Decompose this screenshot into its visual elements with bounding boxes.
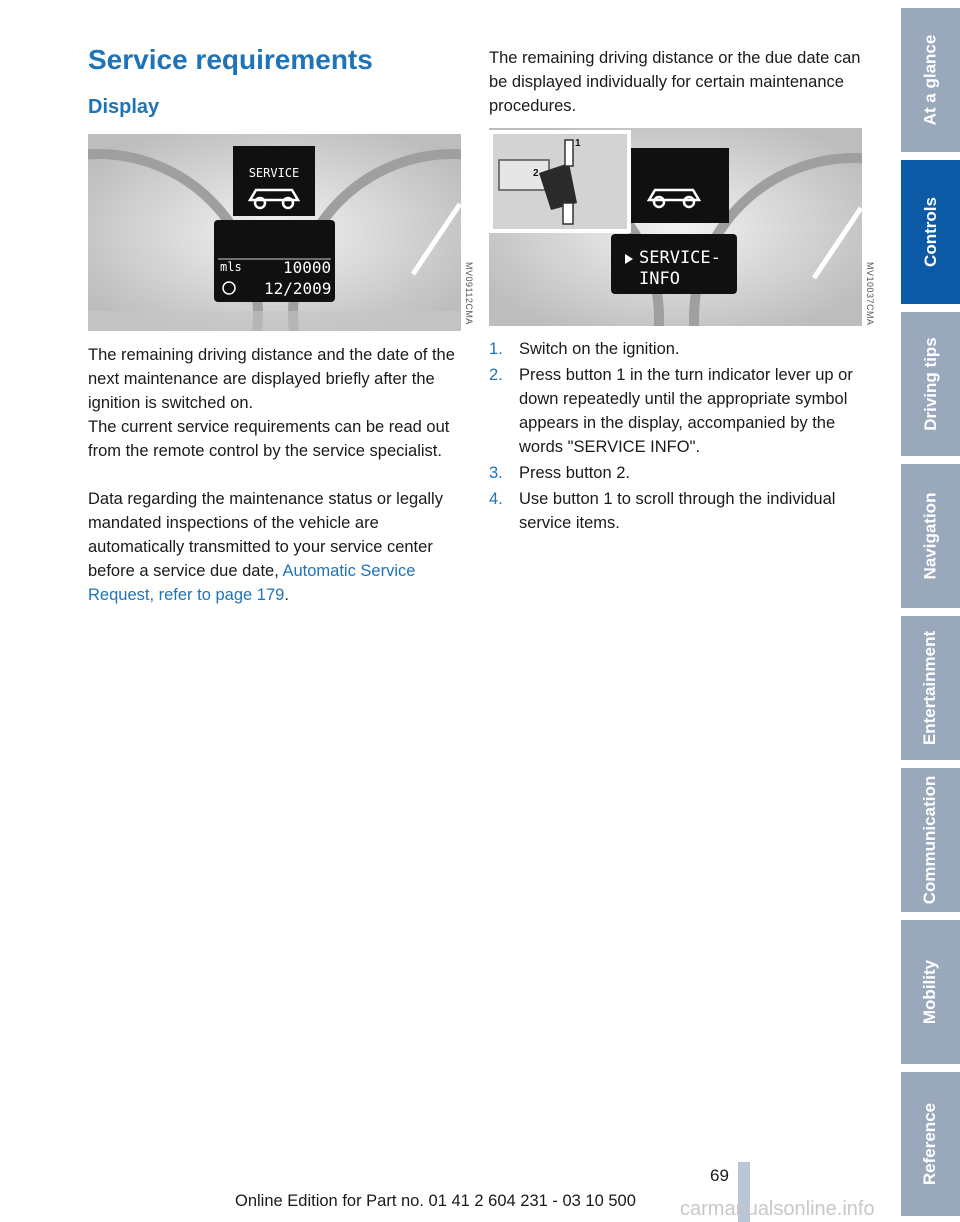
watermark: carmanualsonline.info <box>680 1198 875 1220</box>
tab-entertainment[interactable] <box>901 616 960 760</box>
step-item <box>489 461 865 485</box>
tab-label: Navigation <box>920 492 940 580</box>
step-item <box>489 337 865 361</box>
edition-footer: Online Edition for Part no. 01 41 2 604 231 - 03 10 500 <box>235 1192 636 1210</box>
service-info-line1: SERVICE- <box>639 248 721 268</box>
distance-unit: mls <box>220 260 242 274</box>
step-text: Switch on the ignition. <box>519 340 680 358</box>
step-text: Press button 1 in the turn indicator lever up or down repeatedly until the appropriate symbol appears in the display, accompanied by the words "SERVICE INFO". <box>519 366 853 456</box>
tab-label: At a glance <box>920 34 940 126</box>
step-number: 3. <box>489 464 503 482</box>
step-number: 4. <box>489 490 503 508</box>
tab-label: Reference <box>920 1102 940 1186</box>
step-text: Press button 2. <box>519 464 630 482</box>
paragraph-end: . <box>284 586 289 604</box>
paragraph-text: Data regarding the maintenance status or legally mandated inspections of the vehicle are automatically transmitted to your service center before a service due date, <box>88 490 443 580</box>
service-display-figure <box>88 134 461 331</box>
step-item <box>489 487 865 535</box>
cross-reference-link[interactable]: Automatic Service Request, refer to page 179 <box>88 562 416 604</box>
tab-label: Entertainment <box>920 630 940 746</box>
tab-mobility[interactable] <box>901 920 960 1064</box>
tab-label: Driving tips <box>920 337 940 431</box>
step-text: Use button 1 to scroll through the individual service items. <box>519 490 836 532</box>
button-2-callout: 2 <box>533 168 539 179</box>
page-title: Service requirements <box>88 44 373 75</box>
intro-paragraph: The remaining driving distance or the due date can be displayed individually for certain maintenance procedures. <box>489 49 861 115</box>
paragraph <box>88 487 464 607</box>
step-number: 2. <box>489 366 503 384</box>
tab-at-a-glance[interactable] <box>901 8 960 152</box>
page-number: 69 <box>710 1166 729 1185</box>
tab-driving-tips[interactable] <box>901 312 960 456</box>
service-info-line2: INFO <box>639 269 680 289</box>
step-item <box>489 363 865 459</box>
figure-code: MV09112CMA <box>464 262 474 325</box>
tab-reference[interactable] <box>901 1072 960 1216</box>
paragraph: The remaining driving distance and the date of the next maintenance are displayed briefly after the ignition is switched on. <box>88 346 455 412</box>
tab-navigation[interactable] <box>901 464 960 608</box>
tab-label: Mobility <box>920 959 940 1025</box>
tab-controls[interactable] <box>901 160 960 304</box>
button-1-callout: 1 <box>575 138 581 149</box>
service-info-figure <box>489 128 862 326</box>
figure-code: MV10037CMA <box>865 262 875 326</box>
step-number: 1. <box>489 340 503 358</box>
section-subtitle: Display <box>88 96 160 118</box>
tab-label: Controls <box>920 197 940 267</box>
steps-list <box>489 337 865 537</box>
service-label: SERVICE <box>248 166 300 180</box>
due-date-value: 12/2009 <box>264 279 332 298</box>
chapter-tabs <box>901 0 960 1222</box>
tab-communication[interactable] <box>901 768 960 912</box>
tab-label: Communication <box>920 775 940 905</box>
paragraph: The current service requirements can be read out from the remote control by the service specialist. <box>88 418 450 460</box>
distance-value: 10000 <box>283 258 332 277</box>
